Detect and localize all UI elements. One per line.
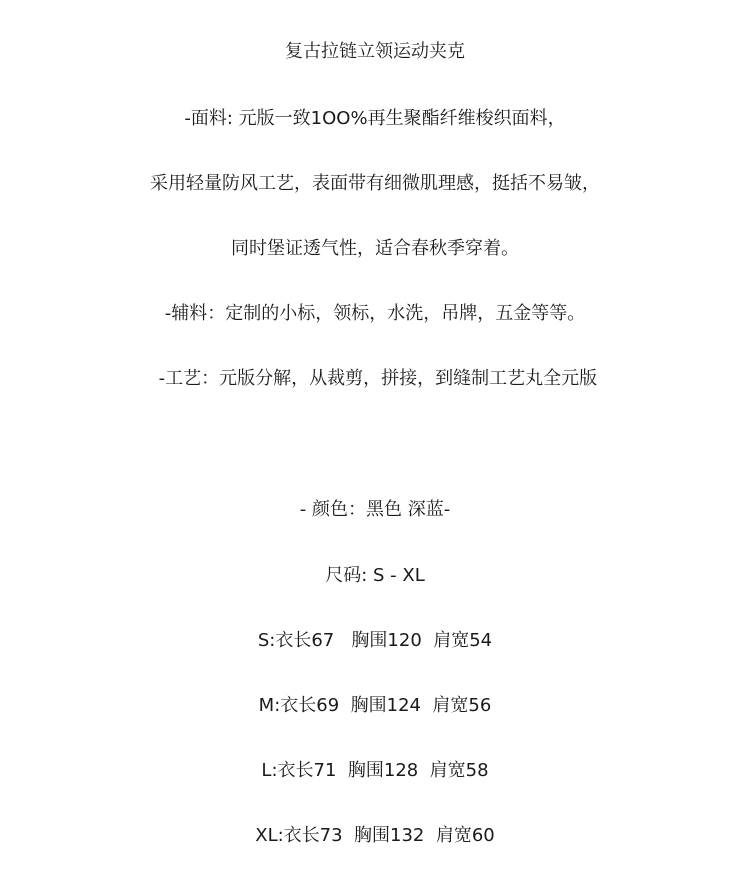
accessories-line: -辅料：定制的小标，领标，水洗，吊牌，五金等等。 <box>164 303 586 324</box>
size-range-line: 尺码: S - XL <box>325 565 425 586</box>
craft-line: -工艺：元版分解，从裁剪，拼接，到缝制工艺丸全元版 <box>152 368 598 389</box>
size-row-l: L:衣长71 胸围128 肩宽58 <box>261 760 489 781</box>
colors-line: - 颜色：黑色 深蓝- <box>299 499 451 520</box>
fabric-line-1: -面料: 元版一致1OO%再生聚酯纤维梭织面料， <box>184 108 566 129</box>
size-row-m: M:衣长69 胸围124 肩宽56 <box>258 695 492 716</box>
product-title: 复古拉链立领运动夹克 <box>285 41 465 62</box>
size-row-xl: XL:衣长73 胸围132 肩宽60 <box>255 825 495 846</box>
size-row-s: S:衣长67 胸围120 肩宽54 <box>257 630 493 651</box>
fabric-line-2: 采用轻量防风工艺，表面带有细微肌理感，挺括不易皱， <box>150 173 600 194</box>
fabric-line-3: 同时堡证透气性，适合春秋季穿着。 <box>231 238 519 259</box>
